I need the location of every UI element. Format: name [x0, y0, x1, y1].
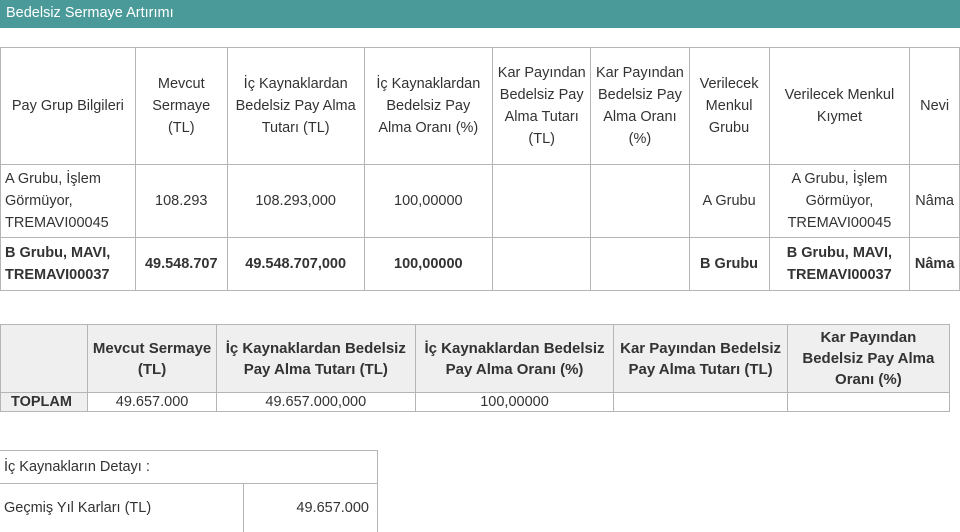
- col-header: Verilecek Menkul Kıymet: [769, 48, 910, 165]
- cell: [787, 393, 949, 412]
- cell: 100,00000: [364, 165, 493, 238]
- col-header: Nevi: [910, 48, 960, 165]
- total-row: [1, 393, 950, 412]
- col-header: Pay Grup Bilgileri: [1, 48, 136, 165]
- col-header: Kar Payından Bedelsiz Pay Alma Oranı (%): [787, 325, 949, 393]
- source-value: 49.657.000: [244, 484, 378, 532]
- cell: 108.293: [135, 165, 227, 238]
- cell: 49.657.000,000: [216, 393, 415, 412]
- share-group-table: [0, 47, 960, 291]
- source-label: Geçmiş Yıl Karları (TL): [0, 484, 244, 532]
- table-row: [0, 484, 378, 532]
- cell: 100,00000: [415, 393, 614, 412]
- cell: A Grubu, İşlem Görmüyor, TREMAVI00045: [1, 165, 136, 238]
- cell: B Grubu, MAVI, TREMAVI00037: [1, 238, 136, 291]
- col-header: Mevcut Sermaye (TL): [135, 48, 227, 165]
- cell: Nâma: [910, 238, 960, 291]
- cell: [591, 238, 689, 291]
- cell: 49.548.707: [135, 238, 227, 291]
- sources-table: [0, 450, 378, 532]
- cell: [493, 165, 591, 238]
- col-header: Kar Payından Bedelsiz Pay Alma Oranı (%): [591, 48, 689, 165]
- cell: Nâma: [910, 165, 960, 238]
- cell: [591, 165, 689, 238]
- total-table: [0, 324, 950, 412]
- table-header-row: [1, 325, 950, 393]
- total-label: TOPLAM: [1, 393, 88, 412]
- sources-title-row: [0, 451, 378, 484]
- table-header-row: [1, 48, 960, 165]
- col-header: İç Kaynaklardan Bedelsiz Pay Alma Tutarı (TL): [227, 48, 364, 165]
- col-header: İç Kaynaklardan Bedelsiz Pay Alma Oranı (%): [364, 48, 493, 165]
- col-header: Mevcut Sermaye (TL): [88, 325, 217, 393]
- section-header: Bedelsiz Sermaye Artırımı: [0, 0, 960, 28]
- col-header: Verilecek Menkul Grubu: [689, 48, 769, 165]
- cell: 100,00000: [364, 238, 493, 291]
- table-row: [1, 238, 960, 291]
- sources-title: İç Kaynakların Detayı :: [0, 451, 378, 484]
- cell: 49.657.000: [88, 393, 217, 412]
- cell: 108.293,000: [227, 165, 364, 238]
- col-header: İç Kaynaklardan Bedelsiz Pay Alma Oranı (%): [415, 325, 614, 393]
- cell: B Grubu, MAVI, TREMAVI00037: [769, 238, 910, 291]
- cell: 49.548.707,000: [227, 238, 364, 291]
- cell: [614, 393, 787, 412]
- cell: [493, 238, 591, 291]
- cell: A Grubu, İşlem Görmüyor, TREMAVI00045: [769, 165, 910, 238]
- cell: B Grubu: [689, 238, 769, 291]
- blank-header: [1, 325, 88, 393]
- table-row: [1, 165, 960, 238]
- col-header: Kar Payından Bedelsiz Pay Alma Tutarı (TL): [614, 325, 787, 393]
- col-header: İç Kaynaklardan Bedelsiz Pay Alma Tutarı (TL): [216, 325, 415, 393]
- col-header: Kar Payından Bedelsiz Pay Alma Tutarı (TL): [493, 48, 591, 165]
- cell: A Grubu: [689, 165, 769, 238]
